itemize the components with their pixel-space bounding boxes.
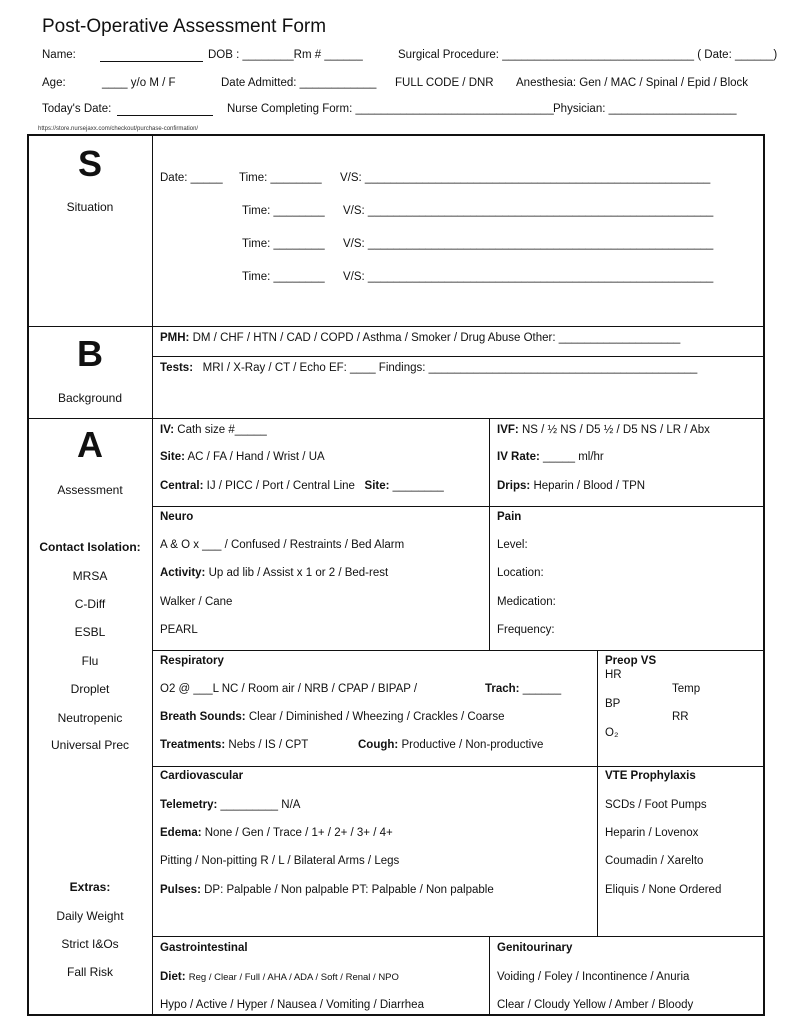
iv-pain-divider: [489, 419, 490, 650]
pulses-label: Pulses:: [160, 884, 201, 896]
code-status-field[interactable]: FULL CODE / DNR: [395, 77, 494, 89]
central-options[interactable]: IJ / PICC / Port / Central Line: [206, 480, 355, 492]
situation-time-field[interactable]: Time: ________: [239, 172, 322, 184]
voiding-options[interactable]: Voiding / Foley / Incontinence / Anuria: [497, 971, 690, 983]
nurse-field[interactable]: Nurse Completing Form: _______________________________: [227, 103, 554, 115]
situation-label: Situation: [66, 200, 114, 214]
pearl-option[interactable]: PEARL: [160, 624, 198, 636]
situation-date-field[interactable]: Date: _____: [160, 172, 223, 184]
cardiovascular-heading: Cardiovascular: [160, 770, 244, 782]
s-letter: S: [77, 143, 102, 184]
drips-options[interactable]: Heparin / Blood / TPN: [533, 480, 646, 492]
gastrointestinal-heading: Gastrointestinal: [160, 942, 248, 954]
surgical-procedure-field[interactable]: Surgical Procedure: ______________________________ ( Date: ______): [398, 49, 778, 61]
central-label: Central:: [160, 480, 204, 492]
s-b-divider: [28, 326, 764, 327]
source-url: https://store.nursejaxx.com/checkout/purchase-confirmation/: [38, 126, 199, 132]
preop-rr-field[interactable]: RR: [672, 711, 689, 723]
extras-label: Extras:: [69, 880, 111, 894]
aox-options[interactable]: A & O x ___ / Confused / Restraints / Bed Alarm: [160, 539, 405, 551]
pmh-tests-divider: [153, 356, 764, 357]
iv-site-options[interactable]: AC / FA / Hand / Wrist / UA: [187, 451, 325, 463]
cath-size-field[interactable]: Cath size #_____: [177, 424, 267, 436]
vte-eliquis-option[interactable]: Eliquis / None Ordered: [605, 884, 722, 896]
edema-options[interactable]: None / Gen / Trace / 1+ / 2+ / 3+ / 4+: [204, 827, 393, 839]
tests-label: Tests:: [160, 362, 194, 374]
situation-vs-field[interactable]: V/S: ______________________________________________________: [343, 238, 714, 250]
neuro-heading: Neuro: [160, 511, 194, 523]
contact-isolation-label: Contact Isolation:: [39, 540, 141, 554]
iv-label: IV:: [160, 424, 175, 436]
extra-strict-ios[interactable]: Strict I&Os: [61, 937, 119, 951]
form-title: Post-Operative Assessment Form: [42, 16, 327, 37]
tests-options[interactable]: MRI / X-Ray / CT / Echo EF: ____ Findings: __________________________________________: [202, 362, 698, 374]
todays-date-label: Today's Date:: [42, 103, 112, 115]
trach-field[interactable]: ______: [522, 683, 562, 695]
name-label: Name:: [42, 49, 76, 61]
isolation-mrsa[interactable]: MRSA: [72, 569, 108, 583]
date-admitted-field[interactable]: Date Admitted: ____________: [221, 77, 377, 89]
genitourinary-heading: Genitourinary: [497, 942, 573, 954]
situation-time-field[interactable]: Time: ________: [242, 205, 325, 217]
resp-cardio-divider: [153, 766, 764, 767]
preop-vs-heading: Preop VS: [605, 655, 657, 667]
pain-heading: Pain: [497, 511, 522, 523]
situation-vs-field[interactable]: V/S: ______________________________________________________: [343, 271, 714, 283]
ivf-options[interactable]: NS / ½ NS / D5 ½ / D5 NS / LR / Abx: [521, 424, 710, 436]
site-label: Site:: [160, 451, 185, 463]
cardio-gi-divider: [153, 936, 764, 937]
extra-fall-risk[interactable]: Fall Risk: [66, 965, 113, 979]
pmh-options[interactable]: DM / CHF / HTN / CAD / COPD / Asthma / Smoker / Drug Abuse Other: ___________________: [192, 332, 681, 344]
iv-rate-label: IV Rate:: [497, 451, 540, 463]
iv-rate-field[interactable]: _____ ml/hr: [543, 451, 604, 463]
pain-medication-field[interactable]: Medication:: [497, 596, 556, 608]
preop-temp-field[interactable]: Temp: [672, 683, 701, 695]
vte-heading: VTE Prophylaxis: [605, 770, 696, 782]
activity-options[interactable]: Up ad lib / Assist x 1 or 2 / Bed-rest: [208, 567, 389, 579]
pmh-label: PMH:: [160, 332, 190, 344]
trach-label: Trach:: [485, 683, 520, 695]
vte-heparin-option[interactable]: Heparin / Lovenox: [605, 827, 699, 839]
pulses-options[interactable]: DP: Palpable / Non palpable PT: Palpable / Non palpable: [204, 884, 494, 896]
respiratory-heading: Respiratory: [160, 655, 224, 667]
isolation-flu[interactable]: Flu: [81, 654, 99, 668]
age-label: Age:: [42, 77, 66, 89]
treatments-label: Treatments:: [160, 739, 226, 751]
isolation-droplet[interactable]: Droplet: [70, 682, 110, 696]
diet-label: Diet:: [160, 971, 186, 983]
situation-vs-field[interactable]: V/S: ______________________________________________________: [343, 205, 714, 217]
telemetry-field[interactable]: _________ N/A: [220, 799, 301, 811]
isolation-universal-prec[interactable]: Universal Prec: [50, 738, 130, 752]
activity-label: Activity:: [160, 567, 206, 579]
ivf-label: IVF:: [497, 424, 519, 436]
cough-options[interactable]: Productive / Non-productive: [401, 739, 544, 751]
anesthesia-field[interactable]: Anesthesia: Gen / MAC / Spinal / Epid / Block: [516, 77, 749, 89]
pain-frequency-field[interactable]: Frequency:: [497, 624, 555, 636]
urine-options[interactable]: Clear / Cloudy Yellow / Amber / Bloody: [497, 999, 694, 1011]
situation-vs-field[interactable]: V/S: ______________________________________________________: [340, 172, 711, 184]
isolation-esbl[interactable]: ESBL: [74, 625, 106, 639]
todays-date-field[interactable]: [117, 115, 213, 116]
treatments-options[interactable]: Nebs / IS / CPT: [228, 739, 309, 751]
preop-bp-field[interactable]: BP: [605, 698, 621, 710]
situation-time-field[interactable]: Time: ________: [242, 238, 325, 250]
central-site-field[interactable]: ________: [392, 480, 444, 492]
a-letter: A: [77, 424, 103, 465]
pain-location-field[interactable]: Location:: [497, 567, 544, 579]
physician-field[interactable]: Physician: ____________________: [553, 103, 737, 115]
pain-level-field[interactable]: Level:: [497, 539, 528, 551]
pitting-options[interactable]: Pitting / Non-pitting R / L / Bilateral Arms / Legs: [160, 855, 400, 867]
assessment-label: Assessment: [57, 483, 123, 497]
vte-coumadin-option[interactable]: Coumadin / Xarelto: [605, 855, 704, 867]
isolation-cdiff[interactable]: C-Diff: [74, 597, 106, 611]
drips-label: Drips:: [497, 480, 531, 492]
left-column-divider: [152, 135, 153, 1015]
gi-symptom-options[interactable]: Hypo / Active / Hyper / Nausea / Vomiting / Diarrhea: [160, 999, 424, 1011]
situation-time-field[interactable]: Time: ________: [242, 271, 325, 283]
b-a-divider: [28, 418, 764, 419]
b-letter: B: [77, 333, 103, 374]
gi-gu-divider: [489, 937, 490, 1015]
extra-daily-weight[interactable]: Daily Weight: [56, 909, 124, 923]
telemetry-label: Telemetry:: [160, 799, 218, 811]
walker-cane-options[interactable]: Walker / Cane: [160, 596, 233, 608]
dob-room-field[interactable]: DOB : ________Rm # ______: [208, 49, 363, 61]
age-gender-field[interactable]: ____ y/o M / F: [102, 77, 176, 89]
isolation-neutropenic[interactable]: Neutropenic: [57, 711, 123, 725]
vte-scds-option[interactable]: SCDs / Foot Pumps: [605, 799, 707, 811]
edema-label: Edema:: [160, 827, 202, 839]
preop-vte-divider: [597, 651, 598, 936]
background-label: Background: [57, 391, 123, 405]
cough-label: Cough:: [358, 739, 399, 751]
diet-options[interactable]: Reg / Clear / Full / AHA / ADA / Soft / Renal / NPO: [188, 972, 399, 983]
breath-sounds-options[interactable]: Clear / Diminished / Wheezing / Crackles / Coarse: [248, 711, 505, 723]
breath-sounds-label: Breath Sounds:: [160, 711, 246, 723]
neuro-resp-divider: [153, 650, 764, 651]
central-site-label: Site:: [364, 480, 390, 492]
o2-options[interactable]: O2 @ ___L NC / Room air / NRB / CPAP / BIPAP /: [160, 683, 418, 695]
preop-o2-field[interactable]: O₂: [605, 727, 619, 739]
iv-neuro-divider: [153, 506, 764, 507]
preop-hr-field[interactable]: HR: [605, 669, 622, 681]
name-field[interactable]: [100, 61, 203, 62]
